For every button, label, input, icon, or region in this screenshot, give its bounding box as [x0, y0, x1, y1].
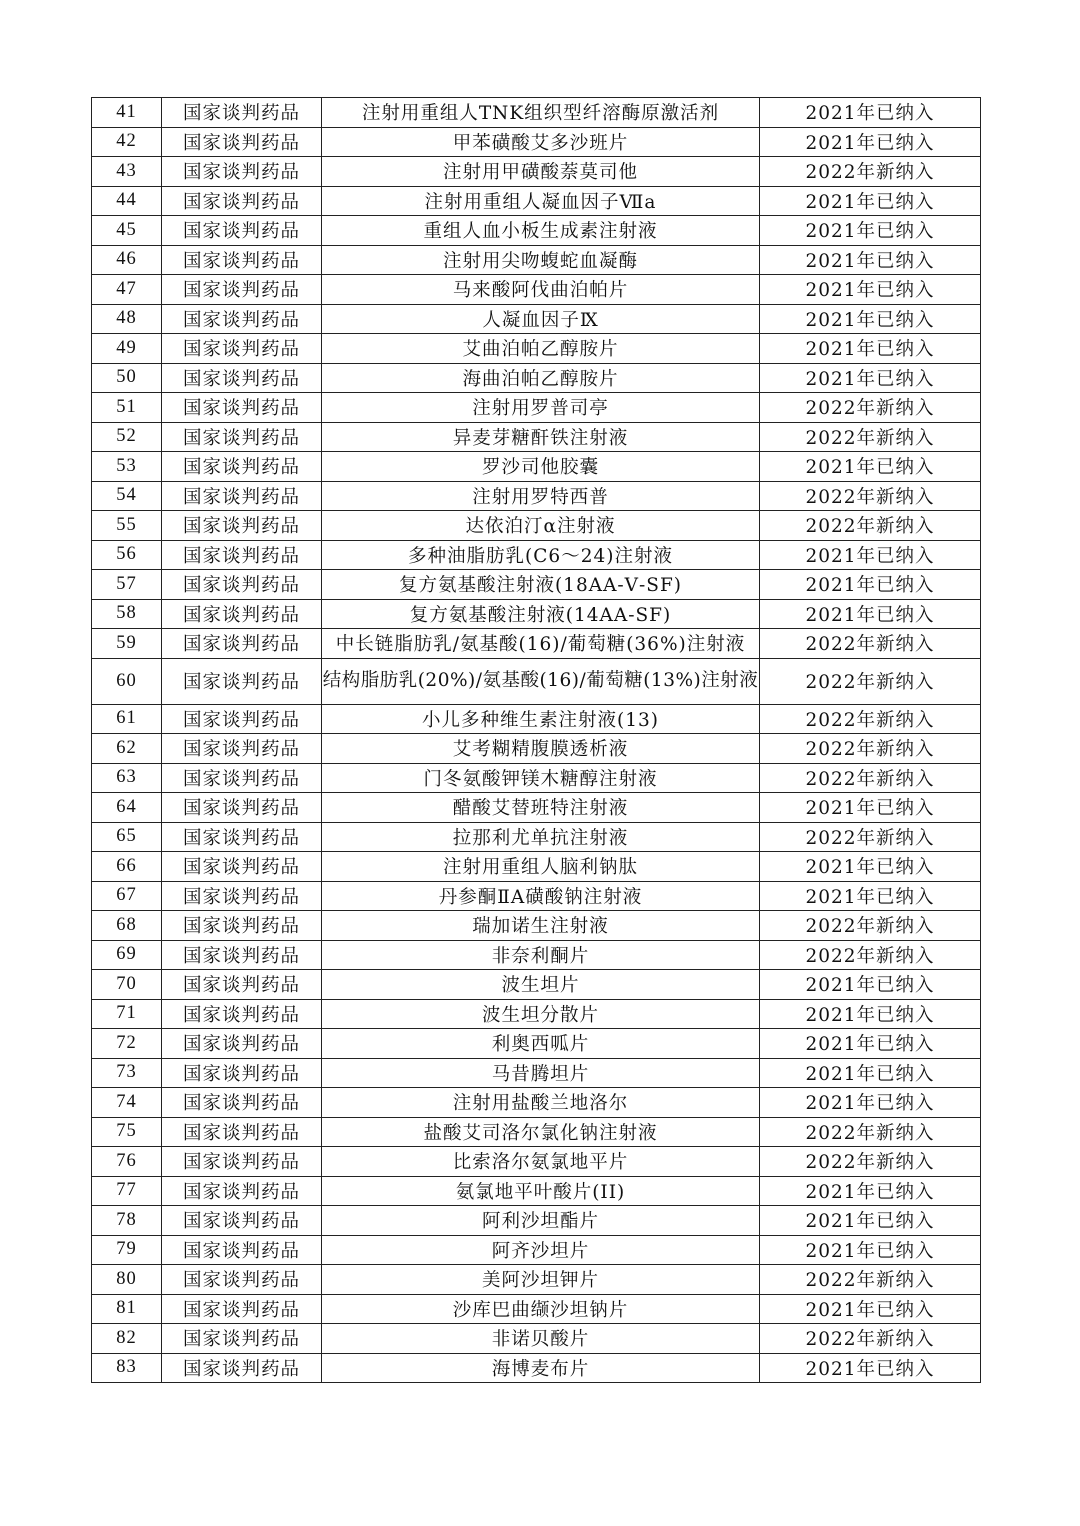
row-number-cell: 54 — [92, 481, 162, 511]
drug-category-cell: 国家谈判药品 — [162, 763, 322, 793]
inclusion-status-cell: 2021年已纳入 — [760, 363, 981, 393]
drug-name-cell: 艾考糊精腹膜透析液 — [322, 734, 760, 764]
drug-category-cell: 国家谈判药品 — [162, 1029, 322, 1059]
inclusion-status-cell: 2022年新纳入 — [760, 1324, 981, 1354]
drug-category-cell: 国家谈判药品 — [162, 629, 322, 659]
inclusion-status-cell: 2022年新纳入 — [760, 704, 981, 734]
inclusion-status-cell: 2022年新纳入 — [760, 481, 981, 511]
table-row — [92, 970, 981, 1000]
drug-category-cell: 国家谈判药品 — [162, 970, 322, 1000]
row-number-cell: 72 — [92, 1029, 162, 1059]
drug-category-cell: 国家谈判药品 — [162, 734, 322, 764]
inclusion-status-cell: 2021年已纳入 — [760, 127, 981, 157]
drug-category-cell: 国家谈判药品 — [162, 1147, 322, 1177]
drug-category-cell: 国家谈判药品 — [162, 275, 322, 305]
table-row — [92, 1324, 981, 1354]
inclusion-status-cell: 2021年已纳入 — [760, 599, 981, 629]
drug-name-cell: 阿利沙坦酯片 — [322, 1206, 760, 1236]
drug-name-cell: 达依泊汀α注射液 — [322, 511, 760, 541]
row-number-cell: 80 — [92, 1265, 162, 1295]
drug-category-cell: 国家谈判药品 — [162, 98, 322, 128]
inclusion-status-cell: 2022年新纳入 — [760, 658, 981, 704]
table-row — [92, 304, 981, 334]
table-row — [92, 363, 981, 393]
drug-name-cell: 盐酸艾司洛尔氯化钠注射液 — [322, 1117, 760, 1147]
inclusion-status-cell: 2021年已纳入 — [760, 245, 981, 275]
row-number-cell: 82 — [92, 1324, 162, 1354]
drug-name-cell: 波生坦分散片 — [322, 999, 760, 1029]
drug-category-cell: 国家谈判药品 — [162, 911, 322, 941]
row-number-cell: 66 — [92, 852, 162, 882]
drug-category-cell: 国家谈判药品 — [162, 1088, 322, 1118]
drug-category-cell: 国家谈判药品 — [162, 881, 322, 911]
inclusion-status-cell: 2021年已纳入 — [760, 275, 981, 305]
inclusion-status-cell: 2021年已纳入 — [760, 1206, 981, 1236]
table-row — [92, 481, 981, 511]
row-number-cell: 68 — [92, 911, 162, 941]
row-number-cell: 57 — [92, 570, 162, 600]
inclusion-status-cell: 2022年新纳入 — [760, 1117, 981, 1147]
drug-name-cell: 阿齐沙坦片 — [322, 1235, 760, 1265]
drug-name-cell: 非奈利酮片 — [322, 940, 760, 970]
drug-category-cell: 国家谈判药品 — [162, 1324, 322, 1354]
table-row — [92, 793, 981, 823]
drug-name-cell: 美阿沙坦钾片 — [322, 1265, 760, 1295]
row-number-cell: 69 — [92, 940, 162, 970]
row-number-cell: 75 — [92, 1117, 162, 1147]
row-number-cell: 76 — [92, 1147, 162, 1177]
drug-name-cell: 瑞加诺生注射液 — [322, 911, 760, 941]
row-number-cell: 45 — [92, 216, 162, 246]
drug-category-cell: 国家谈判药品 — [162, 1353, 322, 1383]
inclusion-status-cell: 2021年已纳入 — [760, 186, 981, 216]
row-number-cell: 60 — [92, 658, 162, 704]
drug-category-cell: 国家谈判药品 — [162, 1117, 322, 1147]
inclusion-status-cell: 2022年新纳入 — [760, 422, 981, 452]
drug-name-cell: 注射用尖吻蝮蛇血凝酶 — [322, 245, 760, 275]
drug-name-cell: 异麦芽糖酐铁注射液 — [322, 422, 760, 452]
row-number-cell: 64 — [92, 793, 162, 823]
table-row — [92, 940, 981, 970]
row-number-cell: 67 — [92, 881, 162, 911]
table-row — [92, 422, 981, 452]
drug-category-cell: 国家谈判药品 — [162, 540, 322, 570]
drug-name-cell: 波生坦片 — [322, 970, 760, 1000]
drug-category-cell: 国家谈判药品 — [162, 216, 322, 246]
drug-name-cell: 马来酸阿伐曲泊帕片 — [322, 275, 760, 305]
table-row — [92, 1147, 981, 1177]
inclusion-status-cell: 2022年新纳入 — [760, 157, 981, 187]
table-row — [92, 393, 981, 423]
drug-name-cell: 注射用甲磺酸萘莫司他 — [322, 157, 760, 187]
row-number-cell: 74 — [92, 1088, 162, 1118]
table-row — [92, 540, 981, 570]
table-row — [92, 734, 981, 764]
inclusion-status-cell: 2021年已纳入 — [760, 1294, 981, 1324]
row-number-cell: 63 — [92, 763, 162, 793]
table-row — [92, 1117, 981, 1147]
row-number-cell: 50 — [92, 363, 162, 393]
drug-name-cell: 注射用罗特西普 — [322, 481, 760, 511]
drug-name-cell: 人凝血因子Ⅸ — [322, 304, 760, 334]
row-number-cell: 81 — [92, 1294, 162, 1324]
drug-name-cell: 中长链脂肪乳/氨基酸(16)/葡萄糖(36%)注射液 — [322, 629, 760, 659]
inclusion-status-cell: 2021年已纳入 — [760, 970, 981, 1000]
drug-name-cell: 沙库巴曲缬沙坦钠片 — [322, 1294, 760, 1324]
drug-name-cell: 醋酸艾替班特注射液 — [322, 793, 760, 823]
drug-category-cell: 国家谈判药品 — [162, 940, 322, 970]
drug-category-cell: 国家谈判药品 — [162, 1235, 322, 1265]
drug-name-cell: 注射用重组人TNK组织型纤溶酶原激活剂 — [322, 98, 760, 128]
table-row — [92, 1353, 981, 1383]
table-row — [92, 822, 981, 852]
drug-name-cell: 艾曲泊帕乙醇胺片 — [322, 334, 760, 364]
row-number-cell: 53 — [92, 452, 162, 482]
table-row — [92, 999, 981, 1029]
row-number-cell: 58 — [92, 599, 162, 629]
inclusion-status-cell: 2021年已纳入 — [760, 1176, 981, 1206]
inclusion-status-cell: 2021年已纳入 — [760, 452, 981, 482]
table-row — [92, 881, 981, 911]
drug-name-cell: 注射用盐酸兰地洛尔 — [322, 1088, 760, 1118]
row-number-cell: 51 — [92, 393, 162, 423]
row-number-cell: 70 — [92, 970, 162, 1000]
drug-name-cell: 比索洛尔氨氯地平片 — [322, 1147, 760, 1177]
table-row — [92, 452, 981, 482]
table-row — [92, 245, 981, 275]
inclusion-status-cell: 2021年已纳入 — [760, 1235, 981, 1265]
inclusion-status-cell: 2022年新纳入 — [760, 940, 981, 970]
drug-category-cell: 国家谈判药品 — [162, 481, 322, 511]
drug-category-cell: 国家谈判药品 — [162, 793, 322, 823]
drug-category-cell: 国家谈判药品 — [162, 511, 322, 541]
drug-category-cell: 国家谈判药品 — [162, 334, 322, 364]
drug-name-cell: 罗沙司他胶囊 — [322, 452, 760, 482]
drug-category-cell: 国家谈判药品 — [162, 127, 322, 157]
drug-name-cell: 海曲泊帕乙醇胺片 — [322, 363, 760, 393]
row-number-cell: 49 — [92, 334, 162, 364]
drug-category-cell: 国家谈判药品 — [162, 599, 322, 629]
row-number-cell: 43 — [92, 157, 162, 187]
inclusion-status-cell: 2022年新纳入 — [760, 629, 981, 659]
drug-name-cell: 注射用重组人脑利钠肽 — [322, 852, 760, 882]
inclusion-status-cell: 2022年新纳入 — [760, 911, 981, 941]
row-number-cell: 56 — [92, 540, 162, 570]
inclusion-status-cell: 2021年已纳入 — [760, 216, 981, 246]
drug-name-cell: 丹参酮ⅡA磺酸钠注射液 — [322, 881, 760, 911]
drug-name-cell: 复方氨基酸注射液(18AA-Ⅴ-SF) — [322, 570, 760, 600]
inclusion-status-cell: 2022年新纳入 — [760, 1147, 981, 1177]
table-row — [92, 127, 981, 157]
inclusion-status-cell: 2022年新纳入 — [760, 763, 981, 793]
inclusion-status-cell: 2021年已纳入 — [760, 1029, 981, 1059]
row-number-cell: 65 — [92, 822, 162, 852]
table-row — [92, 334, 981, 364]
drug-category-cell: 国家谈判药品 — [162, 186, 322, 216]
inclusion-status-cell: 2021年已纳入 — [760, 304, 981, 334]
drug-category-cell: 国家谈判药品 — [162, 822, 322, 852]
table-row — [92, 1029, 981, 1059]
drug-category-cell: 国家谈判药品 — [162, 157, 322, 187]
table-row — [92, 852, 981, 882]
drug-category-cell: 国家谈判药品 — [162, 1058, 322, 1088]
inclusion-status-cell: 2021年已纳入 — [760, 98, 981, 128]
row-number-cell: 59 — [92, 629, 162, 659]
drug-category-cell: 国家谈判药品 — [162, 1294, 322, 1324]
drug-category-cell: 国家谈判药品 — [162, 452, 322, 482]
inclusion-status-cell: 2022年新纳入 — [760, 393, 981, 423]
drug-category-cell: 国家谈判药品 — [162, 1176, 322, 1206]
drug-category-cell: 国家谈判药品 — [162, 304, 322, 334]
drug-category-cell: 国家谈判药品 — [162, 999, 322, 1029]
row-number-cell: 41 — [92, 98, 162, 128]
table-row — [92, 1088, 981, 1118]
row-number-cell: 79 — [92, 1235, 162, 1265]
row-number-cell: 46 — [92, 245, 162, 275]
row-number-cell: 42 — [92, 127, 162, 157]
drug-name-cell: 甲苯磺酸艾多沙班片 — [322, 127, 760, 157]
table-row — [92, 1235, 981, 1265]
table-row — [92, 570, 981, 600]
drug-category-cell: 国家谈判药品 — [162, 658, 322, 704]
row-number-cell: 71 — [92, 999, 162, 1029]
drug-name-cell: 多种油脂肪乳(C6～24)注射液 — [322, 540, 760, 570]
inclusion-status-cell: 2021年已纳入 — [760, 881, 981, 911]
drug-name-cell: 拉那利尤单抗注射液 — [322, 822, 760, 852]
table-row — [92, 1206, 981, 1236]
row-number-cell: 52 — [92, 422, 162, 452]
inclusion-status-cell: 2022年新纳入 — [760, 822, 981, 852]
table-row — [92, 1265, 981, 1295]
drug-category-cell: 国家谈判药品 — [162, 704, 322, 734]
drug-name-cell: 结构脂肪乳(20%)/氨基酸(16)/葡萄糖(13%)注射液 — [322, 658, 760, 704]
inclusion-status-cell: 2022年新纳入 — [760, 1265, 981, 1295]
drug-category-cell: 国家谈判药品 — [162, 393, 322, 423]
drug-name-cell: 海博麦布片 — [322, 1353, 760, 1383]
table-row — [92, 157, 981, 187]
inclusion-status-cell: 2021年已纳入 — [760, 1353, 981, 1383]
inclusion-status-cell: 2021年已纳入 — [760, 570, 981, 600]
table-row — [92, 1058, 981, 1088]
inclusion-status-cell: 2022年新纳入 — [760, 734, 981, 764]
table-row — [92, 629, 981, 659]
drug-name-cell: 重组人血小板生成素注射液 — [322, 216, 760, 246]
row-number-cell: 44 — [92, 186, 162, 216]
table-row — [92, 763, 981, 793]
table-row — [92, 704, 981, 734]
drug-name-cell: 非诺贝酸片 — [322, 1324, 760, 1354]
row-number-cell: 78 — [92, 1206, 162, 1236]
drug-name-cell: 利奥西呱片 — [322, 1029, 760, 1059]
drug-name-cell: 马昔腾坦片 — [322, 1058, 760, 1088]
drug-category-cell: 国家谈判药品 — [162, 245, 322, 275]
inclusion-status-cell: 2021年已纳入 — [760, 999, 981, 1029]
table-row — [92, 599, 981, 629]
drug-name-cell: 门冬氨酸钾镁木糖醇注射液 — [322, 763, 760, 793]
row-number-cell: 47 — [92, 275, 162, 305]
drug-name-cell: 小儿多种维生素注射液(13) — [322, 704, 760, 734]
drug-name-cell: 复方氨基酸注射液(14AA-SF) — [322, 599, 760, 629]
drug-name-cell: 注射用罗普司亭 — [322, 393, 760, 423]
row-number-cell: 48 — [92, 304, 162, 334]
inclusion-status-cell: 2021年已纳入 — [760, 1058, 981, 1088]
inclusion-status-cell: 2022年新纳入 — [760, 511, 981, 541]
drug-list-table — [91, 97, 981, 1383]
table-row — [92, 186, 981, 216]
inclusion-status-cell: 2021年已纳入 — [760, 852, 981, 882]
drug-category-cell: 国家谈判药品 — [162, 1265, 322, 1295]
table-body — [92, 98, 981, 1383]
table-row — [92, 98, 981, 128]
row-number-cell: 61 — [92, 704, 162, 734]
table-row — [92, 911, 981, 941]
table-row — [92, 275, 981, 305]
table-row — [92, 216, 981, 246]
inclusion-status-cell: 2021年已纳入 — [760, 1088, 981, 1118]
drug-category-cell: 国家谈判药品 — [162, 852, 322, 882]
inclusion-status-cell: 2021年已纳入 — [760, 793, 981, 823]
drug-category-cell: 国家谈判药品 — [162, 363, 322, 393]
table-row — [92, 511, 981, 541]
drug-name-cell: 注射用重组人凝血因子Ⅶa — [322, 186, 760, 216]
table-row — [92, 1176, 981, 1206]
inclusion-status-cell: 2021年已纳入 — [760, 334, 981, 364]
inclusion-status-cell: 2021年已纳入 — [760, 540, 981, 570]
row-number-cell: 77 — [92, 1176, 162, 1206]
table-row — [92, 658, 981, 704]
drug-category-cell: 国家谈判药品 — [162, 1206, 322, 1236]
row-number-cell: 83 — [92, 1353, 162, 1383]
row-number-cell: 73 — [92, 1058, 162, 1088]
row-number-cell: 62 — [92, 734, 162, 764]
drug-category-cell: 国家谈判药品 — [162, 422, 322, 452]
row-number-cell: 55 — [92, 511, 162, 541]
table-row — [92, 1294, 981, 1324]
drug-name-cell: 氨氯地平叶酸片(II) — [322, 1176, 760, 1206]
drug-category-cell: 国家谈判药品 — [162, 570, 322, 600]
